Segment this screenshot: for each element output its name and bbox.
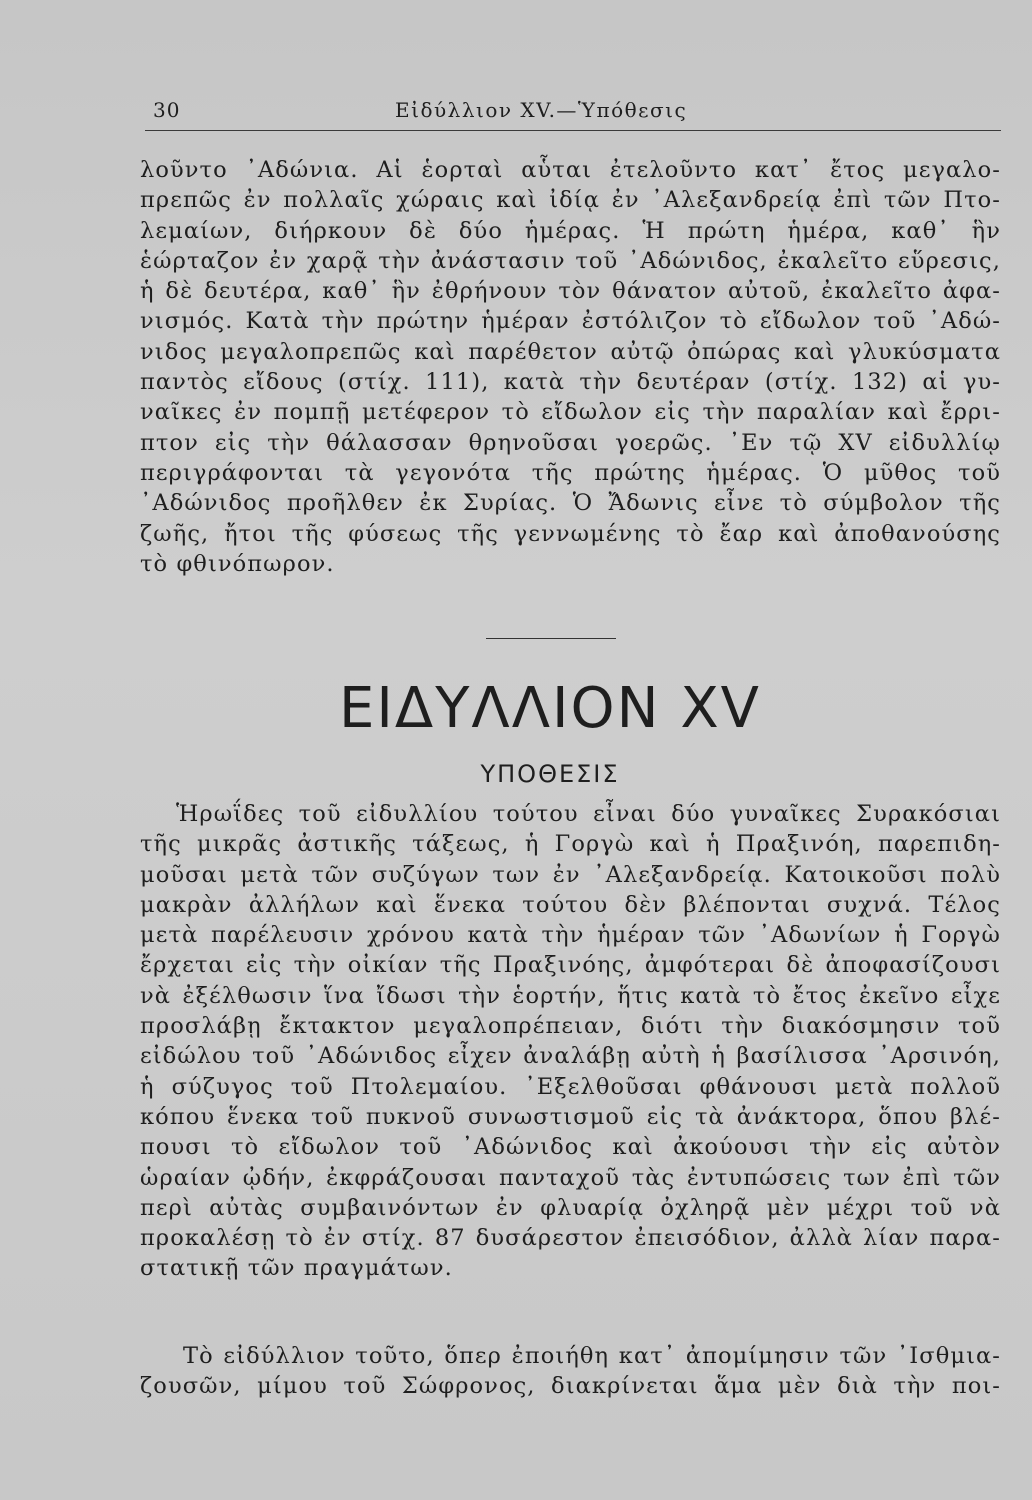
running-title: Εἰδύλλιον XV.—Ὑπόθεσις	[395, 98, 688, 122]
text-line: προκαλέσῃ τὸ ἐν στίχ. 87 δυσάρεστον ἐπεισόδιον, ἀλλὰ λίαν παρα-	[140, 1225, 1001, 1252]
section-title: ΕΙΔΥΛΛΙΟΝ XV	[339, 676, 761, 741]
text-line: Τὸ εἰδύλλιον τοῦτο, ὅπερ ἐποιήθη κατ᾿ ἀπομίμησιν τῶν ᾿Ισθμια-	[183, 1343, 1001, 1369]
text-line: Ἡρωΐδες τοῦ εἰδυλλίου τούτου εἶναι δύο γυναῖκες Συρακόσιαι	[176, 801, 1001, 827]
text-line: ἔρχεται εἰς τὴν οἰκίαν τῆς Πραξινόης, ἀμφότεραι δὲ ἀποφασίζουσι	[140, 952, 1001, 979]
text-line: ἡ δὲ δευτέρα, καθ᾿ ἣν ἐθρήνουν τὸν θάνατον αὐτοῦ, ἐκαλεῖτο ἀφα-	[140, 278, 1001, 305]
text-line: τὸ φθινόπωρον.	[140, 550, 335, 577]
section-divider	[486, 638, 616, 639]
text-line: νιδος μεγαλοπρεπῶς καὶ παρέθετον αὐτῷ ὀπώρας καὶ γλυκύσματα	[140, 338, 1001, 365]
text-line: λοῦντο ᾿Αδώνια. Αἱ ἑορταὶ αὗται ἐτελοῦντο κατ᾿ ἔτος μεγαλο-	[140, 157, 1001, 183]
text-line: νὰ ἐξέλθωσιν ἵνα ἴδωσι τὴν ἑορτήν, ἥτις κατὰ τὸ ἔτος ἐκεῖνο εἶχε	[140, 982, 1001, 1009]
text-line: πουσι τὸ εἴδωλον τοῦ ᾿Αδώνιδος καὶ ἀκούουσι τὴν εἰς αὐτὸν	[140, 1134, 1001, 1161]
text-line: πτον εἰς τὴν θάλασσαν θρηνοῦσαι γοερῶς. ᾿Εν τῷ XV εἰδυλλίῳ	[140, 429, 1001, 456]
text-line: μακρὰν ἀλλήλων καὶ ἕνεκα τούτου δὲν βλέπονται συχνά. Τέλος	[140, 891, 1001, 918]
section-subtitle: ΥΠΟΘΕΣΙΣ	[480, 760, 620, 788]
argument-paragraph	[140, 799, 1001, 1284]
page-number: 30	[153, 98, 181, 122]
intro-paragraph	[140, 155, 1001, 579]
text-line: μετὰ παρέλευσιν χρόνου κατὰ τὴν ἡμέραν τῶν ᾿Αδωνίων ἡ Γοργὼ	[140, 922, 1001, 949]
text-line: προσλάβῃ ἔκτακτον μεγαλοπρέπειαν, διότι τὴν διακόσμησιν τοῦ	[140, 1013, 1001, 1040]
running-header	[145, 96, 1001, 131]
text-line: ὡραίαν ᾠδήν, ἐκφράζουσαι πανταχοῦ τὰς ἐντυπώσεις των ἐπὶ τῶν	[140, 1164, 1001, 1191]
text-line: νισμός. Κατὰ τὴν πρώτην ἡμέραν ἐστόλιζον τὸ εἴδωλον τοῦ ᾿Αδώ-	[140, 308, 1001, 335]
text-line: τῆς μικρᾶς ἀστικῆς τάξεως, ἡ Γοργὼ καὶ ἡ Πραξινόη, παρεπιδη-	[140, 831, 1001, 858]
text-line: λεμαίων, διήρκουν δὲ δύο ἡμέρας. Ἡ πρώτη ἡμέρα, καθ᾿ ἣν	[140, 217, 1001, 244]
text-line: ἡ σύζυγος τοῦ Πτολεμαίου. ᾿Εξελθοῦσαι φθάνουσι μετὰ πολλοῦ	[140, 1073, 1001, 1100]
text-line: περὶ αὐτὰς συμβαινόντων ἐν φλυαρίᾳ ὀχληρᾷ μὲν μέχρι τοῦ νὰ	[140, 1194, 1001, 1221]
text-line: ζουσῶν, μίμου τοῦ Σώφρονος, διακρίνεται ἅμα μὲν διὰ τὴν ποι-	[140, 1373, 1001, 1400]
closing-paragraph	[140, 1341, 1001, 1402]
text-line: εἰδώλου τοῦ ᾿Αδώνιδος εἶχεν ἀναλάβῃ αὐτὴ ἡ βασίλισσα ᾿Αρσινόη,	[140, 1043, 1001, 1070]
text-line: πρεπῶς ἐν πολλαῖς χώραις καὶ ἰδίᾳ ἐν ᾿Αλεξανδρείᾳ ἐπὶ τῶν Πτο-	[140, 187, 1001, 214]
text-line: ᾿Αδώνιδος προῆλθεν ἐκ Συρίας. Ὁ Ἄδωνις εἶνε τὸ σύμβολον τῆς	[140, 490, 1001, 517]
text-line: μοῦσαι μετὰ τῶν συζύγων των ἐν ᾿Αλεξανδρείᾳ. Κατοικοῦσι πολὺ	[140, 861, 1001, 888]
text-line: ἑώρταζον ἐν χαρᾷ τὴν ἀνάστασιν τοῦ ᾿Αδώνιδος, ἐκαλεῖτο εὕρεσις,	[140, 247, 1001, 274]
text-line: ζωῆς, ἤτοι τῆς φύσεως τῆς γεννωμένης τὸ ἔαρ καὶ ἀποθανούσης	[140, 520, 1001, 547]
text-line: ναῖκες ἐν πομπῇ μετέφερον τὸ εἴδωλον εἰς τὴν παραλίαν καὶ ἔρρι-	[140, 399, 1001, 426]
text-line: παντὸς εἴδους (στίχ. 111), κατὰ τὴν δευτέραν (στίχ. 132) αἱ γυ-	[140, 369, 1001, 396]
text-line: στατικῇ τῶν πραγμάτων.	[140, 1255, 453, 1282]
text-line: περιγράφονται τὰ γεγονότα τῆς πρώτης ἡμέρας. Ὁ μῦθος τοῦ	[140, 459, 1001, 486]
text-line: κόπου ἕνεκα τοῦ πυκνοῦ συνωστισμοῦ εἰς τὰ ἀνάκτορα, ὅπου βλέ-	[140, 1103, 1001, 1130]
